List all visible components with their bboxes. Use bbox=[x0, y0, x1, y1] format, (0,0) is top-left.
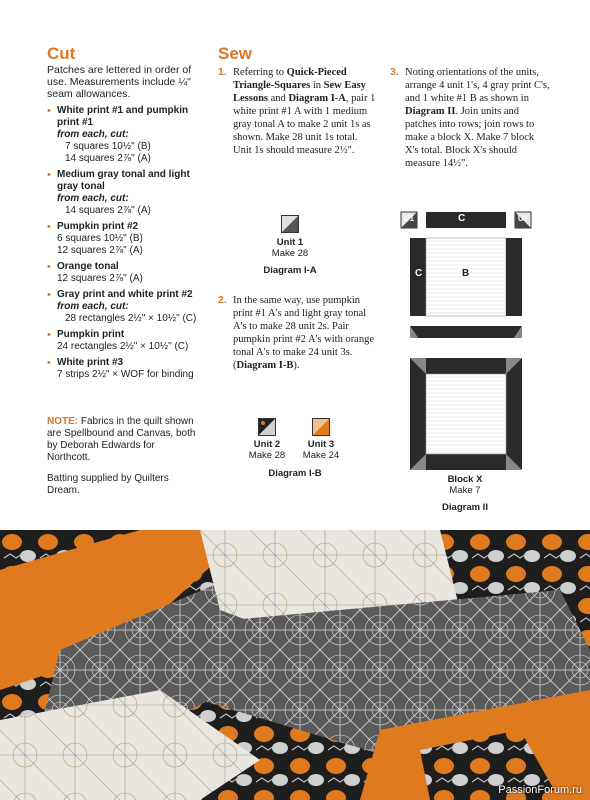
list-item: • Orange tonal 12 squares 2⅞" (A) bbox=[47, 261, 207, 285]
sew-heading: Sew bbox=[218, 44, 253, 63]
cut-list bbox=[47, 105, 207, 385]
b-label: B bbox=[462, 268, 470, 279]
cut-heading: Cut bbox=[47, 44, 76, 63]
list-item: • White print #3 7 strips 2½" × WOF for binding bbox=[47, 357, 207, 381]
list-item: • Pumpkin print #2 6 squares 10½" (B) 12 squares 2⅞" (A) bbox=[47, 221, 207, 257]
fabric-note: NOTE: Fabrics in the quilt shown are Spellbound and Canvas, both by Deborah Edwards for Northcott. bbox=[47, 416, 196, 463]
quilt-photo bbox=[0, 530, 590, 800]
diagram-i-b-title: Diagram I-B bbox=[268, 468, 322, 479]
block-x bbox=[410, 358, 522, 470]
diagram-i-a-title: Diagram I-A bbox=[263, 265, 317, 276]
step-1: 1. Referring to Quick-Pieced Triangle-Squares in Sew Easy Lessons and Diagram I-A, pair 1 white print #1 A with 1 medium gray tonal A to make 2 unit 1s as shown. Make 28 unit 1s total. Unit 1s should measure 2½". bbox=[218, 66, 376, 156]
unit-1-swatch bbox=[281, 215, 299, 233]
diagram-ii-graphic bbox=[398, 208, 534, 496]
watermark: PassionForum.ru bbox=[498, 784, 582, 796]
bottom-row bbox=[410, 326, 522, 338]
step-2: 2. In the same way, use pumpkin print #1 A's and light gray tonal A's to make 28 unit 2s. Pair pumpkin print #2 A's with orange tonal A's to make 24 unit 3s. (Diagram I-B). bbox=[218, 294, 375, 371]
block-x-caption: Block X Make 7 bbox=[447, 474, 483, 496]
quilt-photo-graphic bbox=[0, 530, 590, 800]
list-item: • Medium gray tonal and light gray tonal from each, cut: 14 squares 2⅞" (A) bbox=[47, 169, 207, 217]
diagram-ii-title: Diagram II bbox=[442, 502, 488, 513]
c-left-label: C bbox=[415, 268, 423, 279]
unit-2-caption: Unit 2 Make 28 bbox=[248, 439, 286, 461]
c-top-rect bbox=[426, 212, 506, 228]
step-3: 3. Noting orientations of the units, arrange 4 unit 1's, 4 gray print C's, and 1 white #1 B as shown in Diagram II. Join units and patches into rows; join rows to make a block X. Make 7 block X's total. Block X's should measure 14½". bbox=[390, 66, 550, 169]
unit-3-caption: Unit 3 Make 24 bbox=[302, 439, 340, 461]
u1-left-label: U1 bbox=[403, 214, 415, 223]
list-item: • Pumpkin print 24 rectangles 2½" × 10½" (C) bbox=[47, 329, 207, 353]
cut-intro: Patches are lettered in order of use. Measurements include ¼" seam allowances. bbox=[47, 64, 192, 100]
unit-3-swatch bbox=[312, 418, 330, 436]
list-item: • Gray print and white print #2 from each, cut: 28 rectangles 2½" × 10½" (C) bbox=[47, 289, 207, 325]
unit-2-swatch bbox=[258, 418, 276, 436]
unit-1-caption: Unit 1 Make 28 bbox=[271, 237, 309, 259]
c-top-label: C bbox=[458, 213, 466, 224]
list-item: • White print #1 and pumpkin print #1 from each, cut: 7 squares 10½" (B) 14 squares 2⅞" (A) bbox=[47, 105, 207, 165]
batting-note: Batting supplied by Quilters Dream. bbox=[47, 473, 169, 496]
c-right-rect bbox=[506, 238, 522, 316]
u1-right-label: U1 bbox=[517, 214, 529, 223]
